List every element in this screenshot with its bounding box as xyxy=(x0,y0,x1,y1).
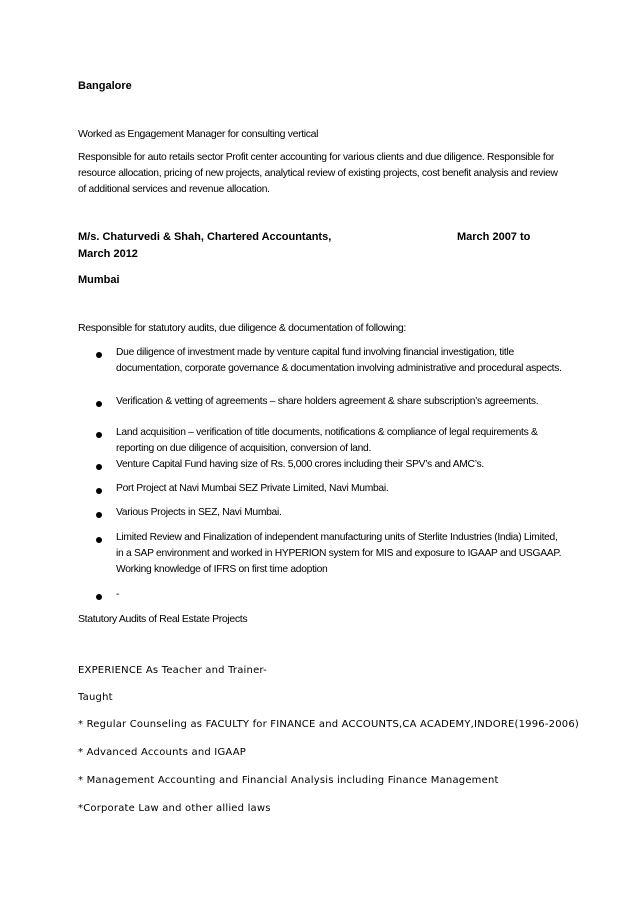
responsibilities-intro: Responsible for statutory audits, due diligence & documentation of following: xyxy=(78,322,406,334)
job1-description: Responsible for auto retails sector Profit center accounting for various clients and due diligence. Responsible for resource allocation, pricing of new projects, analytical review of existing projects, cost benefit analysis and review of additional services and revenue allocation. xyxy=(78,152,558,196)
bullet-dot xyxy=(96,464,102,470)
list-item: Venture Capital Fund having size of Rs. 5,000 crores including their SPV’s and AMC’s. xyxy=(116,459,484,470)
teaching-item: * Management Accounting and Financial Analysis including Finance Management xyxy=(78,775,499,786)
teaching-heading: EXPERIENCE As Teacher and Trainer- xyxy=(78,665,267,676)
bullet-dot xyxy=(96,401,102,407)
list-item: Due diligence of investment made by venture capital fund involving financial investigation, title documentation, corporate governance & documentation involving administrative and procedural aspects. xyxy=(116,347,562,375)
list-item: Verification & vetting of agreements – share holders agreement & share subscription’s agreements. xyxy=(116,396,539,407)
bullet-dot xyxy=(96,594,102,600)
list-item: Land acquisition – verification of title documents, notifications & compliance of legal requirements & reporting on due diligence of acquisition, conversion of land. xyxy=(116,427,538,455)
bullet-dot xyxy=(96,512,102,518)
real-estate-audits: Statutory Audits of Real Estate Projects xyxy=(78,613,248,625)
list-item: Port Project at Navi Mumbai SEZ Private Limited, Navi Mumbai. xyxy=(116,483,389,494)
teaching-item: *Corporate Law and other allied laws xyxy=(78,803,271,814)
list-item: - xyxy=(116,589,120,600)
location-mumbai: Mumbai xyxy=(78,274,120,286)
list-item: Limited Review and Finalization of independent manufacturing units of Sterlite Industries (India) Limited, in a SAP environment and worked in HYPERION system for MIS and exposure to IGAAP and USGAAP. Working knowledge of IFRS on first time adoption xyxy=(116,532,562,576)
list-item: Various Projects in SEZ, Navi Mumbai. xyxy=(116,507,282,518)
taught-label: Taught xyxy=(78,692,113,703)
bullet-dot xyxy=(96,537,102,543)
job1-role: Worked as Engagement Manager for consulting vertical xyxy=(78,128,319,140)
teaching-item: * Regular Counseling as FACULTY for FINANCE and ACCOUNTS,CA ACADEMY,INDORE(1996-2006) xyxy=(78,719,580,730)
firm-name: M/s. Chaturvedi & Shah, Chartered Accountants, xyxy=(78,231,332,243)
bullet-dot xyxy=(96,352,102,358)
teaching-item: * Advanced Accounts and IGAAP xyxy=(78,747,246,758)
bullet-dot xyxy=(96,432,102,438)
period-end: March 2012 xyxy=(78,248,138,260)
bullet-dot xyxy=(96,488,102,494)
location-bangalore: Bangalore xyxy=(78,80,132,92)
period-start: March 2007 to xyxy=(457,231,531,243)
